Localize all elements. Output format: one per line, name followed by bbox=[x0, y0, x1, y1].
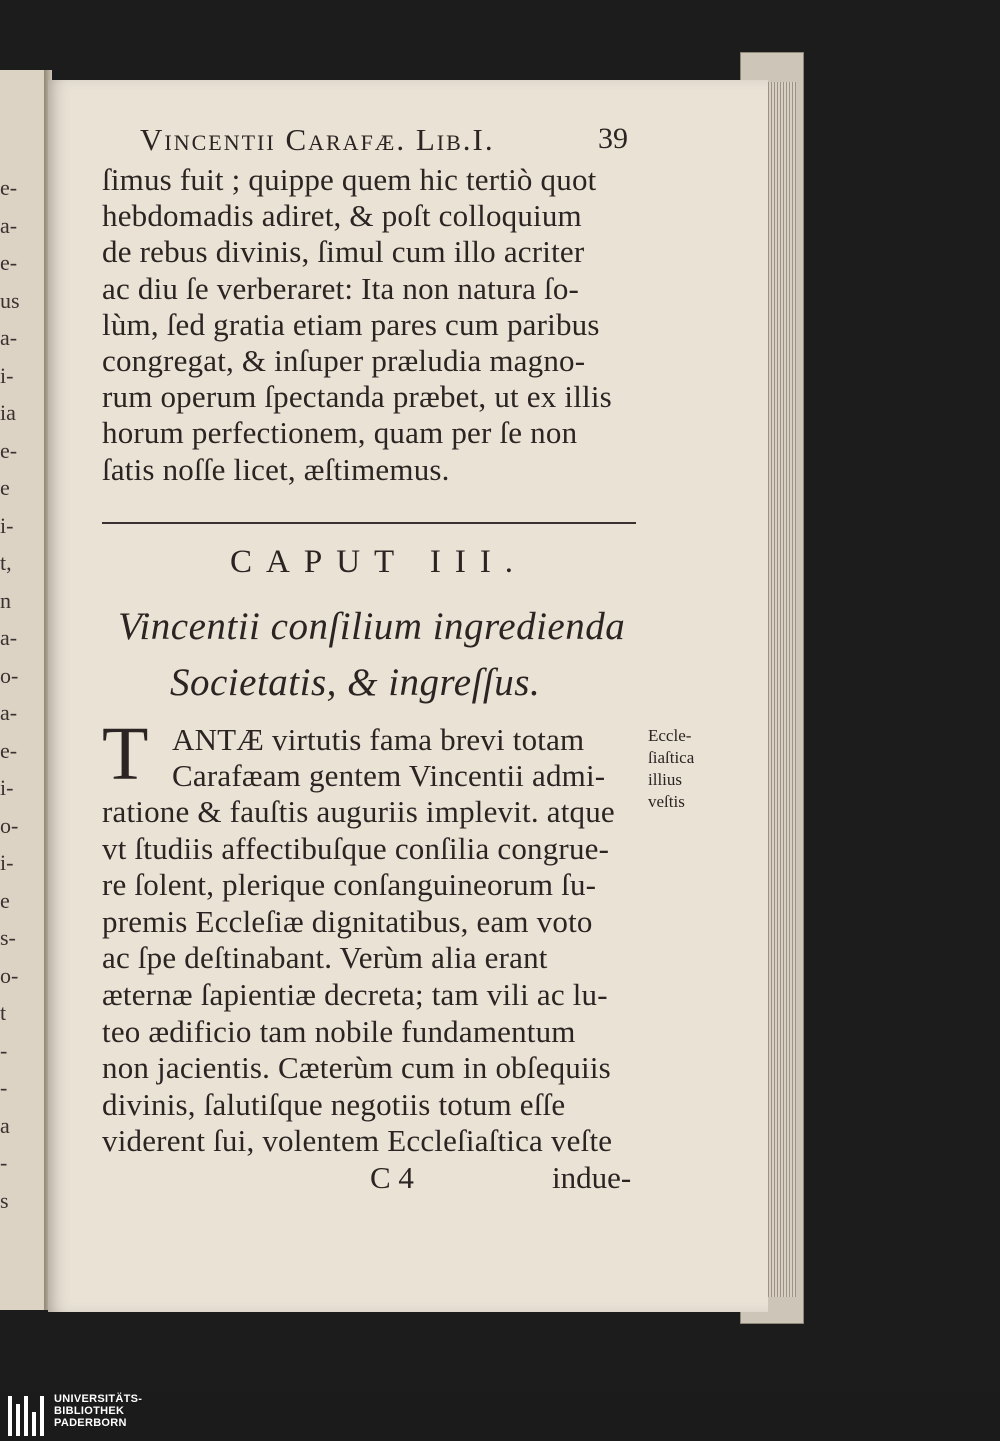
left-page-fragment: t, bbox=[0, 550, 12, 575]
left-page-fragment: n bbox=[0, 587, 11, 613]
left-page-fragment: i- bbox=[0, 512, 14, 538]
left-page-fragment: s- bbox=[0, 925, 16, 950]
left-page-fragment: a- bbox=[0, 325, 18, 350]
text-line: horum perfectionem, quam per ſe non bbox=[102, 415, 578, 451]
left-page-fragment: i- bbox=[0, 775, 14, 800]
text-line: viderent ſui, volentem Eccleſiaſtica veſte bbox=[102, 1123, 613, 1159]
chapter-heading: CAPUT III. bbox=[230, 544, 528, 580]
text-line: æternæ ſapientiæ decreta; tam vili ac lu- bbox=[102, 977, 608, 1012]
footer-line-2: BIBLIOTHEK bbox=[54, 1405, 125, 1417]
first-line: ANTÆ virtutis fama brevi totam bbox=[172, 722, 585, 757]
left-page-fragment: i- bbox=[0, 362, 14, 388]
text-line: hebdomadis adiret, & poſt colloquium bbox=[102, 198, 582, 234]
margin-note-line: veſtis bbox=[648, 792, 685, 811]
left-page-edge bbox=[0, 70, 50, 1310]
left-page-fragment: a bbox=[0, 1112, 10, 1138]
left-page-fragment: - bbox=[0, 1037, 8, 1063]
catchword: indue- bbox=[552, 1160, 632, 1195]
page-number: 39 bbox=[598, 122, 628, 155]
text-line: re ſolent, plerique conſanguineorum ſu- bbox=[102, 867, 597, 903]
library-logo-icon bbox=[8, 1396, 44, 1436]
chapter-title-line-1: Vincentii conſilium ingredienda bbox=[118, 605, 626, 648]
text-line: premis Eccleſiæ dignitatibus, eam voto bbox=[102, 903, 593, 939]
margin-note-line: ſiaſtica bbox=[648, 748, 695, 767]
left-page-fragment: e bbox=[0, 887, 10, 913]
text-line: lùm, ſed gratia etiam pares cum paribus bbox=[102, 306, 600, 342]
section-rule bbox=[102, 522, 636, 524]
text-line: de rebus divinis, ſimul cum illo acriter bbox=[102, 234, 585, 270]
text-line: divinis, ſalutiſque negotiis totum eſſe bbox=[102, 1086, 566, 1122]
left-page-fragment: i- bbox=[0, 850, 14, 875]
left-page-fragment: - bbox=[0, 1075, 8, 1100]
left-page-fragment: - bbox=[0, 1150, 8, 1175]
left-page-fragment: e- bbox=[0, 175, 18, 200]
text-line: ac ſpe deſtinabant. Verùm alia erant bbox=[102, 940, 548, 976]
left-page-fragment: s bbox=[0, 1187, 9, 1213]
left-page-fragment: a- bbox=[0, 700, 18, 725]
footer-line-3: PADERBORN bbox=[54, 1417, 127, 1429]
text-line: vt ſtudiis affectibuſque conſilia congrue- bbox=[102, 830, 610, 866]
second-line: Carafæam gentem Vincentii admi- bbox=[172, 758, 606, 793]
chapter-title-line-2: Societatis, & ingreſſus. bbox=[170, 661, 541, 704]
text-line: congregat, & inſuper præludia magno- bbox=[102, 343, 586, 378]
text-line: rum operum ſpectanda præbet, ut ex illis bbox=[102, 379, 612, 415]
text-line: ac diu ſe verberaret: Ita non natura ſo- bbox=[102, 270, 580, 306]
left-page-fragment: a- bbox=[0, 625, 18, 650]
margin-note-line: illius bbox=[648, 770, 683, 789]
text-line: teo ædificio tam nobile fundamentum bbox=[102, 1013, 576, 1049]
signature-mark: C 4 bbox=[370, 1160, 414, 1195]
left-page-fragment: e- bbox=[0, 737, 18, 763]
left-page-fragment: o- bbox=[0, 812, 19, 838]
left-page-fragment: o- bbox=[0, 662, 19, 688]
left-page-fragment: o- bbox=[0, 962, 19, 988]
text-line: ſimus fuit ; quippe quem hic tertiò quot bbox=[102, 162, 597, 197]
footer-bar bbox=[0, 1392, 1000, 1441]
left-page-fragment: e bbox=[0, 475, 10, 500]
left-page-fragment: us bbox=[0, 287, 20, 313]
text-line: ratione & fauſtis auguriis implevit. atque bbox=[102, 794, 615, 829]
left-page-fragment: e- bbox=[0, 437, 18, 463]
footer-line-1: UNIVERSITÄTS- bbox=[54, 1393, 143, 1405]
text-line: non jacientis. Cæterùm cum in obſequiis bbox=[102, 1050, 611, 1086]
running-header: Vincentii Carafæ. Lib.I. bbox=[140, 122, 495, 157]
left-page-fragment: a- bbox=[0, 212, 18, 238]
left-page-fragment: ia bbox=[0, 400, 16, 425]
left-page-fragment: t bbox=[0, 1000, 7, 1025]
drop-cap: T bbox=[102, 712, 149, 796]
margin-note-line: Eccle- bbox=[648, 726, 692, 745]
left-page-fragment: e- bbox=[0, 250, 18, 275]
text-line: ſatis noſſe licet, æſtimemus. bbox=[102, 451, 450, 487]
